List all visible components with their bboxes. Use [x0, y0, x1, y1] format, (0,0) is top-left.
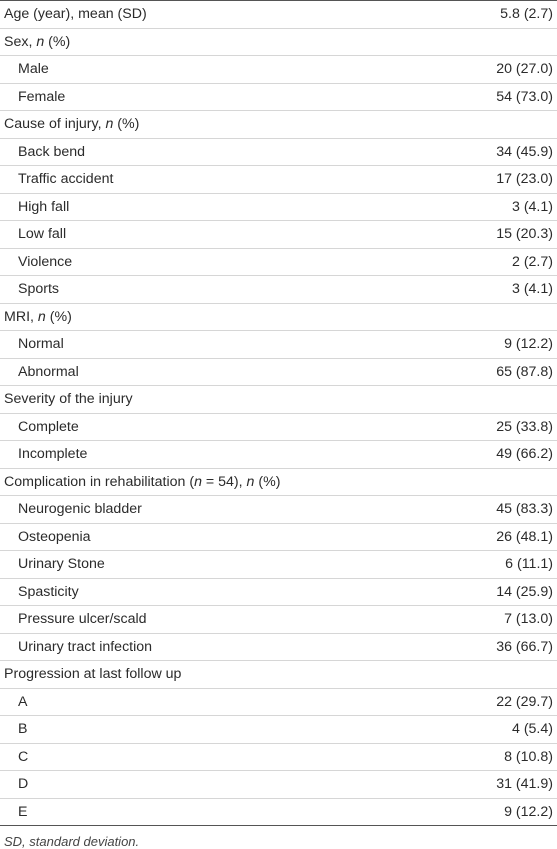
row-value: [393, 111, 557, 139]
row-value: 9 (12.2): [393, 798, 557, 826]
label-text: Neurogenic bladder: [18, 501, 142, 517]
table-row: [0, 386, 557, 414]
row-value: 7 (13.0): [393, 606, 557, 634]
row-sublabel: [0, 248, 393, 276]
label-text: Low fall: [18, 226, 67, 242]
label-text: (%): [254, 473, 281, 490]
label-text: Pressure ulcer/scald: [18, 611, 147, 627]
table-row: [0, 276, 557, 304]
label-text: = 54),: [201, 473, 247, 490]
table-row: [0, 28, 557, 56]
row-value: 8 (10.8): [393, 743, 557, 771]
row-sublabel: [0, 166, 393, 194]
row-value: 65 (87.8): [393, 358, 557, 386]
table-row: [0, 83, 557, 111]
italic-symbol: n: [37, 308, 46, 325]
table-row: [0, 771, 557, 799]
table-row: [0, 331, 557, 359]
row-category-label: [0, 386, 393, 414]
row-sublabel: [0, 221, 393, 249]
italic-symbol: n: [194, 473, 202, 490]
row-value: 14 (25.9): [393, 578, 557, 606]
row-sublabel: [0, 413, 393, 441]
row-sublabel: [0, 716, 393, 744]
label-text: C: [18, 748, 29, 765]
table-row: [0, 441, 557, 469]
label-text: High fall: [18, 198, 70, 215]
row-category-label: [0, 111, 393, 139]
label-text: Severity of the injury: [4, 391, 133, 407]
table-row: [0, 468, 557, 496]
label-text: Normal: [18, 336, 64, 352]
label-text: A: [18, 693, 28, 710]
label-text: (%): [44, 33, 71, 50]
table-row: [0, 606, 557, 634]
row-value: 45 (83.3): [393, 496, 557, 524]
label-text: Age (year), mean (SD): [4, 6, 147, 22]
label-text: Osteopenia: [18, 528, 91, 545]
row-value: 2 (2.7): [393, 248, 557, 276]
table-row: [0, 688, 557, 716]
row-category-label: [0, 28, 393, 56]
row-sublabel: [0, 496, 393, 524]
row-value: 5.8 (2.7): [393, 1, 557, 29]
row-value: [393, 661, 557, 689]
label-text: B: [18, 721, 28, 737]
row-value: 17 (23.0): [393, 166, 557, 194]
row-sublabel: [0, 358, 393, 386]
table-row: [0, 496, 557, 524]
table-row: [0, 413, 557, 441]
label-text: Urinary Stone: [18, 556, 105, 572]
row-value: 36 (66.7): [393, 633, 557, 661]
row-sublabel: [0, 56, 393, 84]
row-sublabel: [0, 551, 393, 579]
label-text: Violence: [18, 253, 73, 270]
label-text: MRI,: [4, 308, 38, 325]
label-text: Incomplete: [18, 446, 88, 462]
label-text: Spasticity: [18, 583, 79, 600]
label-text: Urinary tract infection: [18, 638, 153, 655]
row-sublabel: [0, 138, 393, 166]
row-sublabel: [0, 633, 393, 661]
row-sublabel: [0, 798, 393, 826]
row-sublabel: [0, 276, 393, 304]
row-sublabel: [0, 441, 393, 469]
table-row: [0, 661, 557, 689]
row-value: 34 (45.9): [393, 138, 557, 166]
label-text: Sex,: [4, 33, 37, 50]
label-text: Complication in rehabilitation (: [4, 473, 195, 490]
italic-symbol: n: [36, 33, 45, 50]
row-value: 3 (4.1): [393, 276, 557, 304]
label-text: (%): [45, 308, 72, 325]
row-value: 22 (29.7): [393, 688, 557, 716]
row-sublabel: [0, 193, 393, 221]
row-value: 15 (20.3): [393, 221, 557, 249]
row-value: 31 (41.9): [393, 771, 557, 799]
italic-symbol: n: [246, 473, 255, 490]
row-value: 26 (48.1): [393, 523, 557, 551]
row-category-label: [0, 303, 393, 331]
label-text: E: [18, 803, 28, 820]
table-row: [0, 193, 557, 221]
italic-symbol: n: [105, 116, 114, 132]
row-value: 9 (12.2): [393, 331, 557, 359]
label-text: Sports: [18, 281, 60, 297]
row-sublabel: [0, 523, 393, 551]
row-value: 6 (11.1): [393, 551, 557, 579]
table-row: [0, 551, 557, 579]
table-row: [0, 523, 557, 551]
table-row: [0, 221, 557, 249]
label-text: Progression at last follow up: [4, 666, 182, 682]
row-category-label: [0, 661, 393, 689]
label-text: Cause of injury,: [4, 116, 106, 132]
label-text: Female: [18, 88, 66, 105]
label-text: Abnormal: [18, 363, 79, 380]
row-sublabel: [0, 606, 393, 634]
row-value: [393, 28, 557, 56]
row-value: 4 (5.4): [393, 716, 557, 744]
table-row: [0, 56, 557, 84]
table-row: [0, 303, 557, 331]
row-value: 54 (73.0): [393, 83, 557, 111]
row-value: 49 (66.2): [393, 441, 557, 469]
row-sublabel: [0, 83, 393, 111]
row-sublabel: [0, 331, 393, 359]
table-row: [0, 578, 557, 606]
label-text: D: [18, 776, 29, 792]
table-row: [0, 248, 557, 276]
table-row: [0, 633, 557, 661]
table-row: [0, 358, 557, 386]
table-row: [0, 716, 557, 744]
row-value: [393, 303, 557, 331]
row-value: 25 (33.8): [393, 413, 557, 441]
row-sublabel: [0, 578, 393, 606]
table-row: [0, 1, 557, 29]
row-value: 3 (4.1): [393, 193, 557, 221]
row-sublabel: [0, 688, 393, 716]
row-value: [393, 386, 557, 414]
row-sublabel: [0, 771, 393, 799]
table-row: [0, 798, 557, 826]
table-body: [0, 1, 557, 826]
table-row: [0, 166, 557, 194]
label-text: Male: [18, 61, 49, 77]
table-footnote: SD, standard deviation.: [4, 834, 140, 849]
row-category-label: [0, 468, 393, 496]
label-text: (%): [113, 116, 140, 132]
label-text: Traffic accident: [18, 171, 114, 187]
row-category-label: [0, 1, 393, 29]
label-text: Complete: [18, 418, 79, 435]
row-sublabel: [0, 743, 393, 771]
table-row: [0, 111, 557, 139]
row-value: 20 (27.0): [393, 56, 557, 84]
row-value: [393, 468, 557, 496]
table-row: [0, 138, 557, 166]
label-text: Back bend: [18, 143, 86, 160]
table-row: [0, 743, 557, 771]
